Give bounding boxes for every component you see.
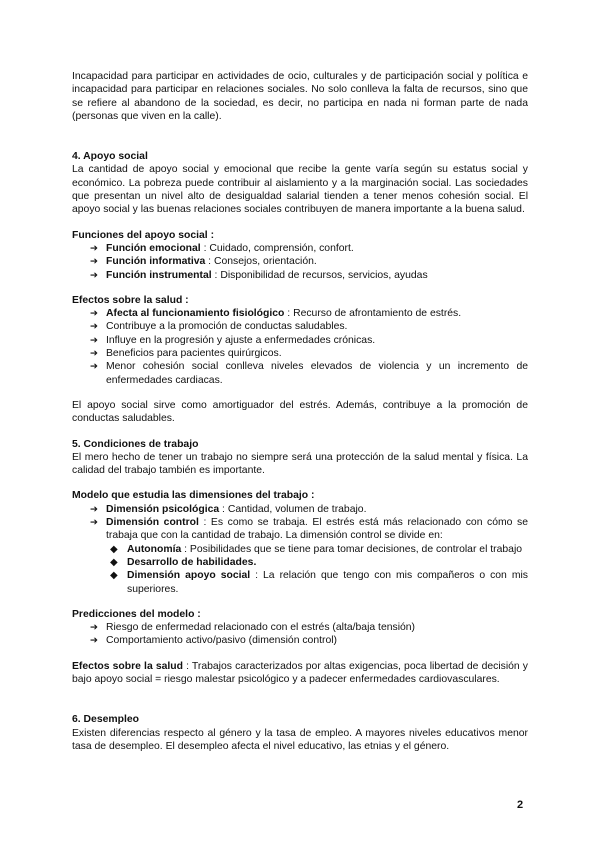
list-item: ◆ Dimensión apoyo social : La relación que tengo con mis compañeros o con mis superiores. — [110, 569, 528, 596]
section-heading-apoyo-social: 4. Apoyo social — [72, 151, 148, 163]
desempleo-paragraph: Existen diferencias respecto al género y la tasa de empleo. A mayores niveles educativos menor tasa de desempleo. El desempleo afecta el nivel educativo, las etnias y el género. — [72, 727, 528, 752]
section-heading-condiciones-trabajo: 5. Condiciones de trabajo — [72, 438, 199, 450]
control-sublist — [72, 543, 528, 596]
list-item: ➔ Dimensión psicológica : Cantidad, volumen de trabajo. — [90, 503, 528, 516]
list-item: ➔ Función instrumental : Disponibilidad de recursos, servicios, ayudas — [90, 269, 528, 282]
list-item: ➔ Influye en la progresión y ajuste a enfermedades crónicas. — [90, 334, 528, 347]
list-item: ➔ Riesgo de enfermedad relacionado con el estrés (alta/baja tensión) — [90, 621, 528, 634]
efectos-heading: Efectos sobre la salud : — [72, 294, 189, 306]
list-item: ➔ Afecta al funcionamiento fisiológico : Recurso de afrontamiento de estrés. — [90, 307, 528, 320]
apoyo-closing-paragraph: El apoyo social sirve como amortiguador del estrés. Además, contribuye a la promoción de conductas saludables. — [72, 399, 528, 425]
list-item: ◆ Autonomía : Posibilidades que se tiene para tomar decisiones, de controlar el trabajo — [110, 543, 528, 556]
list-item: ➔ Menor cohesión social conlleva niveles elevados de violencia y un incremento de enfermedades cardiacas. — [90, 360, 528, 387]
list-item: ➔ Contribuye a la promoción de conductas saludables. — [90, 320, 528, 333]
funciones-list — [72, 242, 528, 282]
document-page — [72, 70, 528, 753]
list-item: ➔ Dimensión control : Es como se trabaja. El estrés está más relacionado con cómo se trabaja que con la cantidad de trabajo. La dimensión control se divide en: — [90, 516, 528, 543]
apoyo-social-paragraph: La cantidad de apoyo social y emocional que recibe la gente varía según su estatus social y económico. La pobreza puede contribuir al aislamiento y a la marginación social. Las sociedades que presentan un nivel alto de desigualdad salarial tienden a tener menos cohesión social. El apoyo social y las buenas relaciones sociales contribuyen de manera importante a la buena salud. — [72, 164, 528, 216]
trabajo-efectos-paragraph: Efectos sobre la salud : Trabajos caracterizados por altas exigencias, poca libertad de decisión y bajo apoyo social = riesgo malestar psicológico y a padecer enfermedades cardiovasculares. — [72, 660, 529, 685]
list-item: ◆ Desarrollo de habilidades. — [110, 556, 528, 569]
section-heading-desempleo: 6. Desempleo — [72, 714, 139, 726]
modelo-heading: Modelo que estudia las dimensiones del trabajo : — [72, 490, 315, 502]
trabajo-paragraph: El mero hecho de tener un trabajo no siempre será una protección de la salud mental y física. La calidad del trabajo también es importante. — [72, 451, 528, 477]
efectos-list — [72, 307, 528, 387]
list-item: ➔ Beneficios para pacientes quirúrgicos. — [90, 347, 528, 360]
list-item: ➔ Comportamiento activo/pasivo (dimensión control) — [90, 634, 528, 647]
list-item: ➔ Función informativa : Consejos, orientación. — [90, 255, 528, 268]
page-number: 2 — [517, 799, 524, 811]
predicciones-list — [72, 621, 528, 648]
list-item: ➔ Función emocional : Cuidado, comprensión, confort. — [90, 242, 528, 255]
funciones-heading: Funciones del apoyo social : — [72, 229, 215, 241]
dimensiones-list — [72, 503, 528, 543]
intro-paragraph: Incapacidad para participar en actividades de ocio, culturales y de participación social y política e incapacidad para participar en relaciones sociales. No solo conlleva la falta de recursos, sino que se refiere al abandono de la sociedad, es decir, no participa en nada ni forman parte de nada (personas que viven en la calle). — [72, 71, 528, 122]
predicciones-heading: Predicciones del modelo : — [72, 608, 201, 620]
